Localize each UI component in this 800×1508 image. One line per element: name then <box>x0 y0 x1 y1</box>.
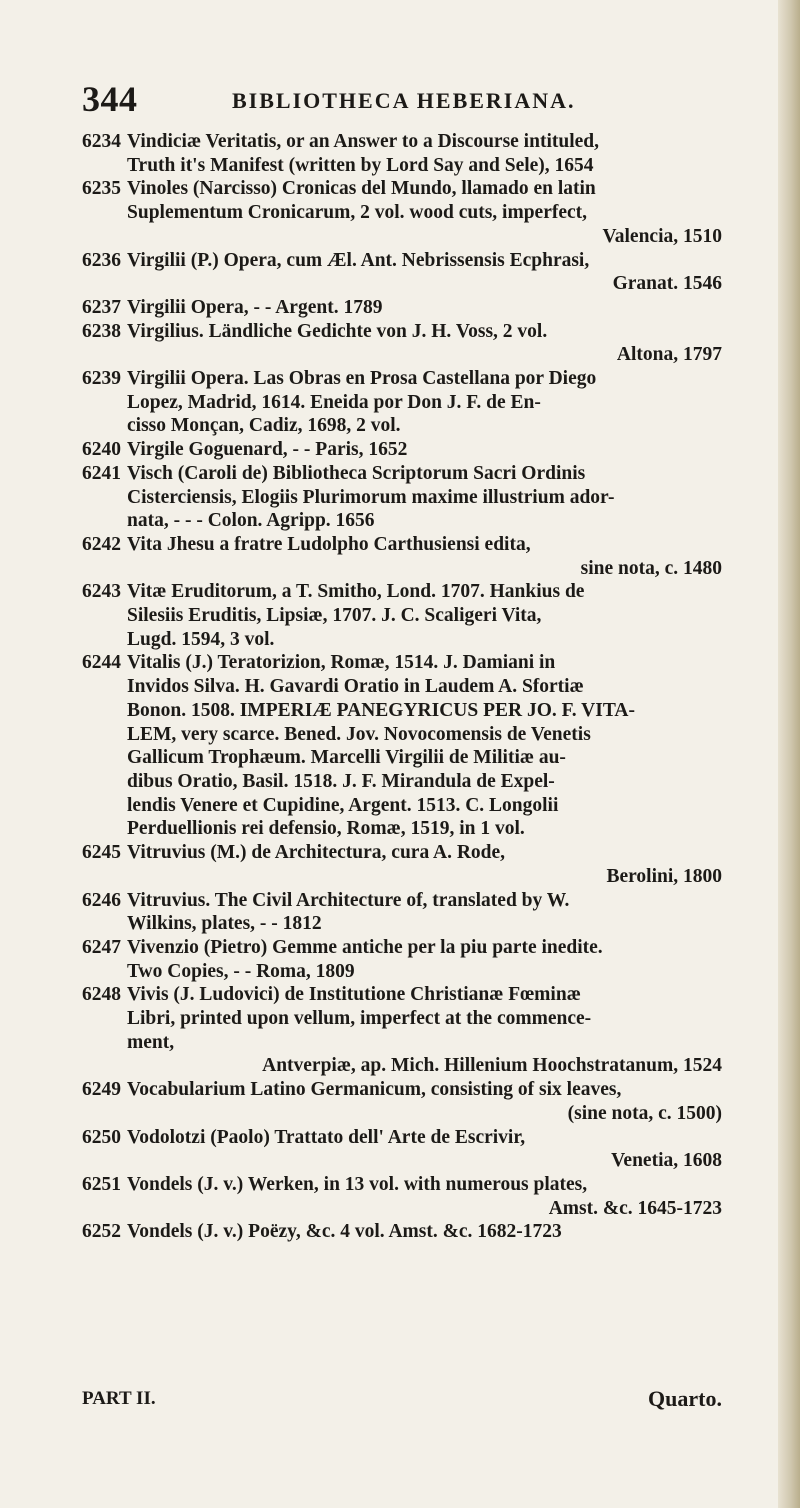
entry-text <box>127 177 722 248</box>
catalogue-entry <box>82 936 722 983</box>
catalogue-entry <box>82 438 722 462</box>
entry-line: Antverpiæ, ap. Mich. Hillenium Hoochstratanum, 1524 <box>262 1055 722 1077</box>
entry-line: Virgilii Opera. Las Obras en Prosa Castellana por Diego <box>127 368 597 390</box>
entry-line: Berolini, 1800 <box>606 865 722 887</box>
page-number: 344 <box>82 79 138 119</box>
entry-number: 6237 <box>82 296 121 318</box>
entry-line: LEM, very scarce. Bened. Jov. Novocomensis de Venetis <box>127 723 591 745</box>
entry-text <box>127 983 722 1078</box>
entry-line: Vita Jhesu a fratre Ludolpho Carthusiensi edita, <box>127 533 531 555</box>
entry-number: 6252 <box>82 1221 121 1243</box>
entry-number: 6245 <box>82 842 121 864</box>
entry-line: Truth it's Manifest (written by Lord Say and Sele), 1654 <box>127 154 594 176</box>
signature-mark: PART II. <box>82 1388 156 1409</box>
entry-line: Vodolotzi (Paolo) Trattato dell' Arte de Escrivir, <box>127 1126 526 1148</box>
entry-text <box>127 580 722 651</box>
entry-line: sine nota, c. 1480 <box>580 557 722 579</box>
entry-number: 6248 <box>82 984 121 1006</box>
entry-text <box>127 130 722 177</box>
entry-text <box>127 462 722 533</box>
catalogue-entry <box>82 367 722 438</box>
entry-line: Lugd. 1594, 3 vol. <box>127 628 275 650</box>
catalogue-entry <box>82 130 722 177</box>
entry-number: 6251 <box>82 1173 121 1195</box>
entry-text <box>127 1126 722 1173</box>
entry-text <box>127 320 722 367</box>
entry-line: Venetia, 1608 <box>611 1150 722 1172</box>
running-head: BIBLIOTHECA HEBERIANA. <box>232 88 576 113</box>
entry-text <box>127 841 722 888</box>
entry-line: Silesiis Eruditis, Lipsiæ, 1707. J. C. Scaligeri Vita, <box>127 605 542 627</box>
entry-text <box>127 367 722 438</box>
entry-line: Vitalis (J.) Teratorizion, Romæ, 1514. J. Damiani in <box>127 652 556 674</box>
entry-text <box>127 1173 722 1220</box>
catalogue-entry <box>82 462 722 533</box>
entry-line: Visch (Caroli de) Bibliotheca Scriptorum Sacri Ordinis <box>127 462 586 484</box>
entry-number: 6246 <box>82 889 121 911</box>
entry-text <box>127 936 722 983</box>
entry-line: Valencia, 1510 <box>602 225 722 247</box>
entry-line: Bonon. 1508. IMPERIÆ PANEGYRICUS PER JO. F. VITA- <box>127 699 635 721</box>
entry-line: Vondels (J. v.) Werken, in 13 vol. with numerous plates, <box>127 1173 588 1195</box>
entry-number: 6250 <box>82 1126 121 1148</box>
catalogue-entry <box>82 1220 722 1244</box>
entry-text <box>127 651 722 841</box>
entry-line: Virgilius. Ländliche Gedichte von J. H. Voss, 2 vol. <box>127 320 548 342</box>
entry-line: ment, <box>127 1031 175 1053</box>
entry-line: Vitruvius. The Civil Architecture of, translated by W. <box>127 889 570 911</box>
page-footer <box>82 1386 722 1416</box>
catalogue-entry <box>82 1078 722 1125</box>
entry-line: Gallicum Trophæum. Marcelli Virgilii de Militiæ au- <box>127 747 566 769</box>
entry-text <box>127 889 722 936</box>
entry-line: Vocabularium Latino Germanicum, consisting of six leaves, <box>127 1079 622 1101</box>
entry-number: 6239 <box>82 368 121 390</box>
entry-text <box>127 533 722 580</box>
entry-line: Vivis (J. Ludovici) de Institutione Christianæ Fœminæ <box>127 984 581 1006</box>
entry-line: Virgile Goguenard, - - Paris, 1652 <box>127 439 408 461</box>
entry-line: Virgilii Opera, - - Argent. 1789 <box>127 296 383 318</box>
entry-line: nata, - - - Colon. Agripp. 1656 <box>127 510 375 532</box>
entry-text <box>127 438 722 462</box>
catalogue-entry <box>82 296 722 320</box>
entry-line: Two Copies, - - Roma, 1809 <box>127 960 355 982</box>
entry-line: Libri, printed upon vellum, imperfect at the commence- <box>127 1008 592 1030</box>
entry-line: Lopez, Madrid, 1614. Eneida por Don J. F. de En- <box>127 391 541 413</box>
entry-number: 6238 <box>82 320 121 342</box>
catalogue-entry <box>82 651 722 841</box>
entry-line: cisso Monçan, Cadiz, 1698, 2 vol. <box>127 415 401 437</box>
entry-line: Vindiciæ Veritatis, or an Answer to a Discourse intituled, <box>127 131 599 152</box>
entry-line: Altona, 1797 <box>616 344 722 366</box>
entry-line: Granat. 1546 <box>612 273 722 295</box>
entry-text <box>127 249 722 296</box>
entry-line: Vondels (J. v.) Poëzy, &c. 4 vol. Amst. &c. 1682-1723 <box>127 1221 562 1243</box>
entry-text <box>127 1220 722 1244</box>
entry-line: Virgilii (P.) Opera, cum Æl. Ant. Nebrissensis Ecphrasi, <box>127 249 590 271</box>
page-edge <box>778 0 800 1508</box>
entry-number: 6234 <box>82 131 121 152</box>
entry-line: Perduellionis rei defensio, Romæ, 1519, in 1 vol. <box>127 818 525 840</box>
entry-number: 6242 <box>82 533 121 555</box>
entry-line: Vivenzio (Pietro) Gemme antiche per la piu parte inedite. <box>127 936 603 958</box>
entry-number: 6240 <box>82 439 121 461</box>
page-header <box>82 78 712 118</box>
entry-number: 6249 <box>82 1079 121 1101</box>
entry-number: 6247 <box>82 936 121 958</box>
catalogue-entry <box>82 249 722 296</box>
entry-line: Vinoles (Narcisso) Cronicas del Mundo, llamado en latin <box>127 178 596 200</box>
entry-line: dibus Oratio, Basil. 1518. J. F. Mirandula de Expel- <box>127 770 555 792</box>
entry-line: Wilkins, plates, - - 1812 <box>127 913 322 935</box>
entry-line: Suplementum Cronicarum, 2 vol. wood cuts, imperfect, <box>127 202 588 224</box>
entry-text <box>127 1078 722 1125</box>
entry-line: Vitæ Eruditorum, a T. Smitho, Lond. 1707. Hankius de <box>127 581 585 603</box>
catalogue-entry <box>82 841 722 888</box>
entry-line: Amst. &c. 1645-1723 <box>548 1197 722 1219</box>
catalogue-entries <box>82 130 722 1244</box>
catalogue-entry <box>82 580 722 651</box>
entry-number: 6241 <box>82 462 121 484</box>
entry-number: 6235 <box>82 178 121 200</box>
entry-line: Invidos Silva. H. Gavardi Oratio in Laudem A. Sfortiæ <box>127 676 584 698</box>
catchword: Quarto. <box>648 1386 722 1411</box>
catalogue-entry <box>82 889 722 936</box>
catalogue-entry <box>82 533 722 580</box>
catalogue-entry <box>82 983 722 1078</box>
entry-number: 6236 <box>82 249 121 271</box>
entry-text <box>127 296 722 320</box>
catalogue-entry <box>82 1126 722 1173</box>
catalogue-entry <box>82 320 722 367</box>
catalogue-entry <box>82 1173 722 1220</box>
entry-number: 6243 <box>82 581 121 603</box>
entry-line: Cisterciensis, Elogiis Plurimorum maxime illustrium ador- <box>127 486 615 508</box>
entry-number: 6244 <box>82 652 121 674</box>
entry-line: Vitruvius (M.) de Architectura, cura A. Rode, <box>127 842 506 864</box>
catalogue-entry <box>82 177 722 248</box>
entry-line: lendis Venere et Cupidine, Argent. 1513. C. Longolii <box>127 794 559 816</box>
entry-line: (sine nota, c. 1500) <box>567 1102 722 1124</box>
